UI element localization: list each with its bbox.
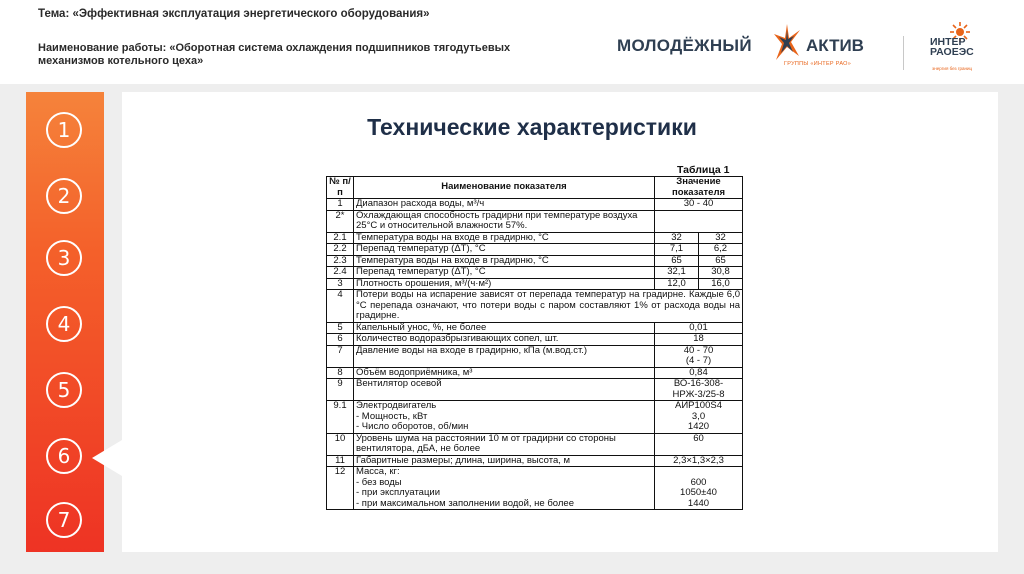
logo-molodezhny-aktiv-text-b: АКТИВ	[806, 36, 864, 55]
logo-inter-line2: РАОЕЭС	[930, 46, 974, 58]
row-name-cell: Температура воды на входе в градирню, °С	[354, 255, 655, 267]
logo-inter-line1: ИНТЕР	[930, 36, 966, 48]
row-name-cell: Вентилятор осевой	[354, 379, 655, 401]
row-value-cell: 65	[655, 255, 699, 267]
table-body	[327, 199, 743, 510]
row-value-cell: 0,84	[655, 367, 743, 379]
row-value-cell	[655, 210, 743, 232]
row-name-cell: Уровень шума на расстоянии 10 м от градирни со стороны вентилятора, дБА, не более	[354, 433, 655, 455]
row-value-cell: 0,01	[655, 322, 743, 334]
row-value-cell: 2,3×1,3×2,3	[655, 455, 743, 467]
tech-spec-table	[326, 176, 743, 510]
row-number-cell: 5	[327, 322, 354, 334]
logo-star-icon	[772, 22, 802, 64]
row-number-cell: 2.4	[327, 267, 354, 279]
slide-header	[0, 0, 1024, 84]
row-name-cell: Масса, кг: - без воды - при эксплуатации - при максимальном заполнении водой, не более	[354, 467, 655, 510]
row-number-cell: 2.2	[327, 244, 354, 256]
row-name-cell: Перепад температур (ΔТ), °С	[354, 244, 655, 256]
table-row	[327, 255, 743, 267]
row-number-cell: 8	[327, 367, 354, 379]
table-row	[327, 345, 743, 367]
table-row	[327, 379, 743, 401]
row-number-cell: 4	[327, 290, 354, 323]
row-name-cell: Плотность орошения, м³/(ч·м²)	[354, 278, 655, 290]
row-number-cell: 7	[327, 345, 354, 367]
row-name-cell: Температура воды на входе в градирню, °С	[354, 232, 655, 244]
column-header-value: Значение показателя	[655, 177, 743, 199]
row-name-cell: Объём водоприёмника, м³	[354, 367, 655, 379]
row-value-cell: 60	[655, 433, 743, 455]
step-sidebar	[26, 92, 104, 552]
table-row	[327, 467, 743, 510]
table-caption: Таблица 1	[677, 164, 730, 176]
row-number-cell: 12	[327, 467, 354, 510]
step-7-button[interactable]: 7	[46, 502, 82, 538]
step-3-button[interactable]: 3	[46, 240, 82, 276]
row-number-cell: 9.1	[327, 401, 354, 434]
table-row	[327, 278, 743, 290]
column-header-number: № п/п	[327, 177, 354, 199]
row-value-cell: ВО-16-308- НРЖ-3/25-8	[655, 379, 743, 401]
row-number-cell: 11	[327, 455, 354, 467]
table-header-row	[327, 177, 743, 199]
step-5-button[interactable]: 5	[46, 372, 82, 408]
row-value-cell: АИР100S4 3,0 1420	[655, 401, 743, 434]
row-name-cell: Диапазон расхода воды, м³/ч	[354, 199, 655, 211]
work-title-text: Наименование работы: «Оборотная система охлаждения подшипников тягодутьевых механизмов котельного цеха»	[38, 42, 511, 67]
row-value-cell: 18	[655, 334, 743, 346]
row-value-cell: 40 - 70 (4 - 7)	[655, 345, 743, 367]
row-number-cell: 9	[327, 379, 354, 401]
table-row	[327, 210, 743, 232]
row-name-cell: Потери воды на испарение зависят от перепада температур на градирне. Каждые 6,0 °С перепада означают, что потери воды с паром составляют 1% от расхода воды на градирне.	[354, 290, 743, 323]
step-6-button[interactable]: 6	[46, 438, 82, 474]
logo-inter-subtitle: энергия без границ	[932, 66, 973, 71]
row-number-cell: 6	[327, 334, 354, 346]
active-step-pointer	[92, 440, 122, 476]
row-name-cell: Перепад температур (ΔТ), °С	[354, 267, 655, 279]
row-value-cell: 16,0	[698, 278, 742, 290]
row-value-cell: 600 1050±40 1440	[655, 467, 743, 510]
row-value-cell: 65	[698, 255, 742, 267]
row-name-cell: Охлаждающая способность градирни при температуре воздуха 25°С и относительной влажности 57%.	[354, 210, 655, 232]
page-title: Технические характеристики	[367, 114, 697, 140]
column-header-name: Наименование показателя	[354, 177, 655, 199]
step-1-button[interactable]: 1	[46, 112, 82, 148]
table-row	[327, 367, 743, 379]
row-value-cell: 32	[655, 232, 699, 244]
row-number-cell: 2*	[327, 210, 354, 232]
row-number-cell: 2.3	[327, 255, 354, 267]
row-number-cell: 10	[327, 433, 354, 455]
step-2-button[interactable]: 2	[46, 178, 82, 214]
table-row	[327, 334, 743, 346]
table-row	[327, 455, 743, 467]
row-number-cell: 1	[327, 199, 354, 211]
table-row	[327, 401, 743, 434]
logo-molodezhny-aktiv-text-a: МОЛОДЁЖНЫЙ	[617, 36, 752, 55]
row-value-cell: 32,1	[655, 267, 699, 279]
row-value-cell: 30 - 40	[655, 199, 743, 211]
table-row	[327, 244, 743, 256]
row-number-cell: 2.1	[327, 232, 354, 244]
topic-text: Тема: «Эффективная эксплуатация энергетического оборудования»	[38, 8, 430, 20]
logo-separator	[903, 36, 904, 70]
row-value-cell: 6,2	[698, 244, 742, 256]
table-row	[327, 322, 743, 334]
table-row	[327, 267, 743, 279]
logo-subtitle: ГРУППЫ «ИНТЕР РАО»	[784, 61, 852, 67]
row-number-cell: 3	[327, 278, 354, 290]
table-row	[327, 433, 743, 455]
table-row	[327, 232, 743, 244]
step-4-button[interactable]: 4	[46, 306, 82, 342]
row-name-cell: Электродвигатель - Мощность, кВт - Число оборотов, об/мин	[354, 401, 655, 434]
logo-inter-rao	[930, 37, 974, 57]
row-value-cell: 7,1	[655, 244, 699, 256]
table-row	[327, 199, 743, 211]
row-name-cell: Капельный унос, %, не более	[354, 322, 655, 334]
row-value-cell: 32	[698, 232, 742, 244]
table-row	[327, 290, 743, 323]
row-name-cell: Количество водоразбрызгивающих сопел, шт.	[354, 334, 655, 346]
row-name-cell: Давление воды на входе в градирню, кПа (м.вод.ст.)	[354, 345, 655, 367]
row-value-cell: 30,8	[698, 267, 742, 279]
row-name-cell: Габаритные размеры; длина, ширина, высота, м	[354, 455, 655, 467]
row-value-cell: 12,0	[655, 278, 699, 290]
